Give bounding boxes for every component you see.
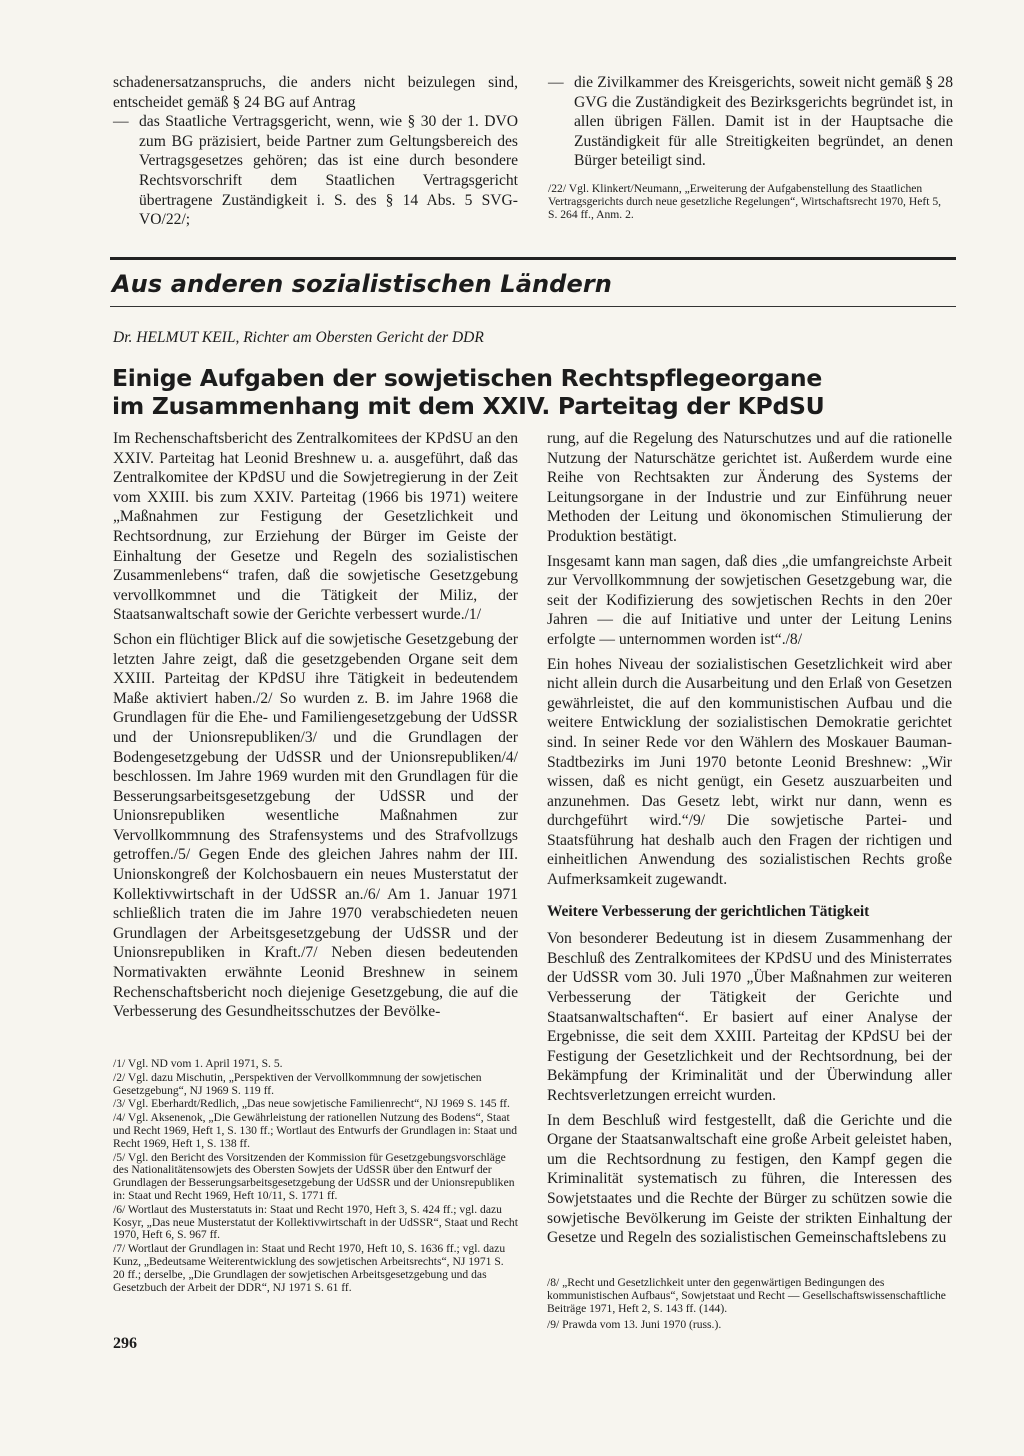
right-paragraph-2: Insgesamt kann man sagen, daß dies „die umfangreichste Arbeit zur Vervollkommnung der sowjetischen Gesetzgebung war, die seit der Kodifizierung des sowjetischen Rechts in den 20er Jahren — die auf Initiative und unter der Leitung Lenins erfolgte — unternommen worden ist“./8/ [547,552,952,648]
footnote-1: /1/ Vgl. ND vom 1. April 1971, S. 5. [113,1057,283,1070]
top-left-dash-item: — das Staatliche Vertragsgericht, wenn, wie § 30 der 1. DVO zum BG präzisiert, beide Partner zum Geltungsbereich des Vertragsgesetzes gehören; das ist eine durch besondere Rechtsvorschrift dem Staatlichen Vertragsgericht übertragene Zuständigkeit i. S. des § 14 Abs. 5 SVG-VO/22/; [113,112,518,230]
footnote-3: /3/ Vgl. Eberhardt/Redlich, „Das neue sowjetische Familienrecht“, NJ 1969 S. 145 ff. [113,1097,510,1111]
headline-line-2: im Zusammenhang mit dem XXIV. Parteitag der KPdSU [112,392,825,420]
left-paragraph-1: Im Rechenschaftsbericht des Zentralkomitees der KPdSU an den XXIV. Parteitag hat Leonid Breshnew u. a. ausgeführt, daß das Zentralkomitee der KPdSU und die Sowjetregierung in der Zeit vom XXIII. bis zum XXIV. Parteitag (1966 bis 1971) weitere „Maßnahmen zur Festigung der Gesetzlichkeit und Rechtsordnung, zur Erziehung der Bürger im Geiste der Einhaltung der Gesetze und Regeln des sozialistischen Zusammenlebens“ trafen, daß die sowjetische Gesetzgebung vervollkommnet und die Tätigkeit der Miliz, der Staatsanwaltschaft sowie der Gerichte verbessert wurde./1/ [113,430,518,624]
footnote-2: /2/ Vgl. dazu Mischutin, „Perspektiven der Vervollkommnung der sowjetischen Gesetzgebung“, NJ 1969 S. 119 ff. [113,1070,482,1097]
footnote-7: /7/ Wortlaut der Grundlagen in: Staat und Recht 1970, Heft 10, S. 1636 ff.; vgl. dazu Kunz, „Bedeutsame Weiterentwicklung des sowjetischen Arbeitsrechts“, NJ 1971 S. 20 ff.; derselbe, „Die Grundlagen der sowjetischen Arbeitsgesetzgebung und das Gesetzbuch der Arbeit der DDR“, NJ 1971 S. 61 ff. [113,1242,506,1294]
top-left-text: schadenersatzanspruchs, die anders nicht beizulegen sind, entscheidet gemäß § 24 BG auf Antrag [113,74,518,111]
section-subheading: Weitere Verbesserung der gerichtlichen Tätigkeit [547,902,870,920]
footnote-6: /6/ Wortlaut des Musterstatuts in: Staat und Recht 1970, Heft 3, S. 424 ff.; vgl. dazu Kosyr, „Das neue Musterstatut der Kollektivwirtschaft in der UdSSR“, Staat und Recht 1970, Heft 6, S. 967 ff. [113,1202,518,1242]
page-number: 296 [113,1335,137,1352]
section-title: Aus anderen sozialistischen Ländern [112,270,612,298]
top-right-dash-item: — die Zivilkammer des Kreisgerichts, soweit nicht gemäß § 28 GVG die Zuständigkeit des Bezirksgerichts begründet ist, in allen übrigen Fällen. Damit ist in der Hauptsache die Zuständigkeit für alle Streitigkeiten begründet, an denen Bürger beteiligt sind. [548,73,953,171]
top-left-column [113,73,518,235]
footnote-5: /5/ Vgl. den Bericht des Vorsitzenden der Kommission für Gesetzgebungsvorschläge des Nationalitätensowjets des Obersten Sowjets der UdSSR über den Entwurf der Grundlagen der Besserungsarbeitsgesetzgebung der UdSSR und der Unionsrepubliken in: Staat und Recht 1969, Heft 10/11, S. 1771 ff. [113,1150,515,1202]
top-right-column [548,73,953,226]
right-paragraph-4: Von besonderer Bedeutung ist in diesem Zusammenhang der Beschluß des Zentralkomitees der KPdSU und des Ministerrates der UdSSR vom 30. Juli 1970 „Über Maßnahmen zur weiteren Verbesserung der Tätigkeit der Gerichte und Staatsanwaltschaften“. Er basiert auf einer Analyse der Ergebnisse, die seit dem XXIII. Parteitag der KPdSU bei der Festigung der Gesetzlichkeit und der Rechtsordnung, bei der Bekämpfung der Kriminalität und der Überwindung aller Rechtsverletzungen erreicht wurden. [547,930,952,1104]
article-author: Dr. HELMUT KEIL, Richter am Obersten Gericht der DDR [113,329,484,346]
left-footnotes [113,1058,518,1295]
footnote-22: /22/ Vgl. Klinkert/Neumann, „Erweiterung der Aufgabenstellung des Staatlichen Vertragsgerichts durch neue gesetzliche Regelungen“, Wirtschaftsrecht 1970, Heft 5, S. 264 ff., Anm. 2. [548,181,942,221]
right-paragraph-3: Ein hohes Niveau der sozialistischen Gesetzlichkeit wird aber nicht allein durch die Ausarbeitung und den Erlaß von Gesetzen gewährleistet, die auf den kommunistischen Aufbau und die weitere Entwicklung der sozialistischen Demokratie gerichtet sind. In seiner Rede vor den Wählern des Moskauer Bauman-Stadtbezirks im Juni 1970 betonte Leonid Breshnew: „Wir wissen, daß es nicht genügt, ein Gesetz auszuarbeiten und anzunehmen. Das Gesetz lebt, wirkt nur dann, wenn es durchgeführt wird.“/9/ Die sowjetische Partei- und Staatsführung hat deshalb auch den Fragen der richtigen und einheitlichen Anwendung des sozialistischen Rechts große Aufmerksamkeit zugewandt. [547,655,952,889]
right-paragraph-1: rung, auf die Regelung des Naturschutzes und auf die rationelle Nutzung der Naturschätze gerichtet ist. Außerdem wurde eine Reihe von Rechtsakten zur Änderung des Systems der Leitungsorgane in der Industrie und zur Einführung neuer Methoden der Leitung und ökonomischen Stimulierung der Produktion bestätigt. [547,430,952,545]
section-rule [110,257,956,260]
footnote-8: /8/ „Recht und Gesetzlichkeit unter den gegenwärtigen Bedingungen des kommunistischen Aufbaus“, Sowjetstaat und Recht — Gesellschaftswissenschaftliche Beiträge 1971, Heft 2, S. 143 ff. (144). [547,1276,946,1315]
footnote-9: /9/ Prawda vom 13. Juni 1970 (russ.). [547,1318,722,1332]
article-headline [112,364,952,420]
headline-line-1: Einige Aufgaben der sowjetischen Rechtspflegeorgane [112,364,822,392]
right-footnotes [547,1277,952,1333]
left-paragraph-2: Schon ein flüchtiger Blick auf die sowjetische Gesetzgebung der letzten Jahre zeigt, daß die gesetzgebenden Organe seit dem XXIII. Parteitag der KPdSU ihre Tätigkeit in bedeutendem Maße aktiviert haben./2/ So wurden z. B. im Jahre 1968 die Grundlagen für die Ehe- und Familiengesetzgebung der UdSSR und der Unionsrepubliken/3/ und die Grundlagen der Bodengesetzgebung der UdSSR und der Unionsrepubliken/4/ beschlossen. Im Jahre 1969 wurden mit den Grundlagen für die Besserungsarbeitsgesetzgebung der UdSSR und der Unionsrepubliken wesentliche Maßnahmen zur Vervollkommnung des Strafensystems und des Strafvollzugs getroffen./5/ Gegen Ende des gleichen Jahres nahm der III. Unionskongreß der Kolchosbauern ein neues Musterstatut der Kollektivwirtschaft in der UdSSR an./6/ Am 1. Januar 1971 schließlich traten die im Jahre 1970 verabschiedeten neuen Grundlagen der Arbeitsgesetzgebung der UdSSR und der Unionsrepubliken in Kraft./7/ Neben diesen bedeutenden Normativakten erwähnte Leonid Breshnew in seinem Rechenschaftsbericht noch diejenige Gesetzgebung, die auf die Verbesserung des Gesundheitsschutzes der Bevölke- [113,630,518,1021]
article-right-column [547,429,952,1253]
right-paragraph-5: In dem Beschluß wird festgestellt, daß die Gerichte und die Organe der Staatsanwaltschaft eine große Arbeit geleistet haben, um die Rechtsordnung zu festigen, den Kampf gegen die Kriminalität systematisch zu führen, die Interessen des Sowjetstaates und die Rechte der Bürger zu schützen sowie die sowjetische Bevölkerung im Geiste der strikten Einhaltung der Gesetze und Regeln des sozialistischen Gemeinschaftslebens zu [547,1111,952,1247]
footnote-4: /4/ Vgl. Aksenenok, „Die Gewährleistung der rationellen Nutzung des Bodens“, Staat und Recht 1969, Heft 1, S. 130 ff.; Wortlaut des Entwurfs der Grundlagen in: Staat und Recht 1969, Heft 1, S. 138 ff. [113,1111,518,1150]
article-left-column [113,429,518,1027]
section-rule-bottom [110,306,956,307]
